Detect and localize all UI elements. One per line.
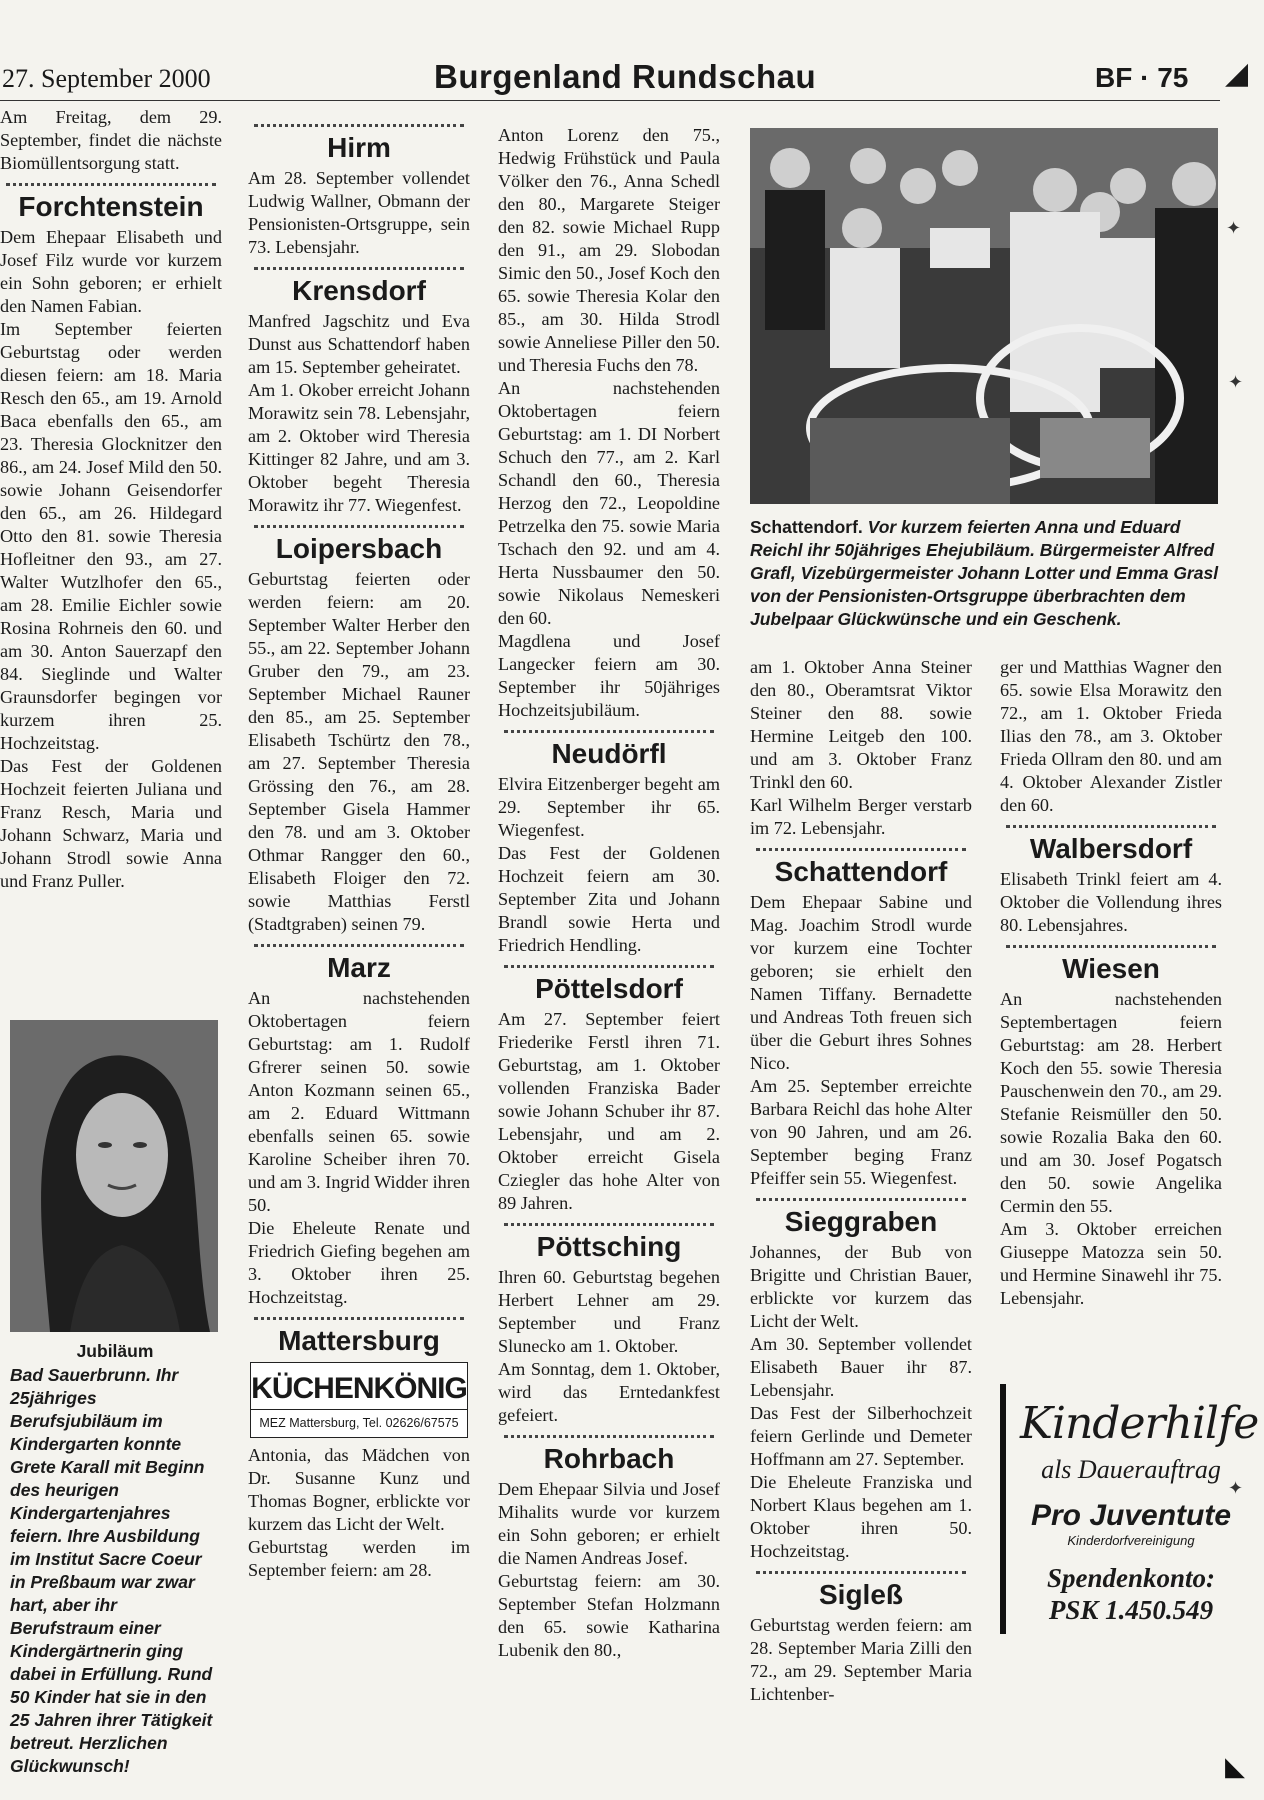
- dotted-divider: [756, 1198, 966, 1201]
- column-2: [248, 124, 470, 1582]
- article-text: Am 3. Oktober erreichen Giuseppe Matozza sein 50. und Hermine Sinawehl ihr 75. Lebensjahr.: [1000, 1219, 1222, 1308]
- column-3: [498, 124, 720, 1662]
- kuechenkoenig-ad: [250, 1362, 468, 1438]
- pro-juventute-logo: Pro Juventute: [1030, 1499, 1232, 1532]
- article-text: Anton Lorenz den 75., Hedwig Frühstück und Paula Völker den 76., Anna Schedl den 80., Margarete Steiger den 82. sowie Michael Rupp den 91., am 29. Slobodan Simic den 50., Josef Koch den 65. sowie Theresia Kolar den 85., am 30. Hilda Strodl sowie Anneliese Piller den 50. und Theresia Fuchs den 78.: [498, 125, 720, 375]
- article-text: An nachstehenden Septembertagen feiern Geburtstag: am 28. Herbert Koch den 55. sowie Theresia Pauschenwein den 70., am 29. Stefanie Reismüller den 50. sowie Rozalia Baka den 60. und am 30. Josef Pogatsch den 50. sowie Angelika Cermin den 55.: [1000, 989, 1222, 1216]
- caption-text: Bad Sauerbrunn. Ihr 25jähriges Berufsjubiläum im Kindergarten konnte Grete Karall mit Beginn des heurigen Kindergartenjahres feiern. Ihre Ausbildung im Institut Sacre Coeur in Preßbaum war zwar hart, aber ihr Berufstraum einer Kindergärtnerin ging dabei in Erfüllung. Rund 50 Kinder hat sie in den 25 Jahren ihrer Tätigkeit betreut. Herzlichen Glückwunsch!: [10, 1365, 213, 1776]
- article-text: Am Freitag, dem 29. September, findet die nächste Biomüllentsorgung statt.: [0, 107, 222, 173]
- section-title-walbersdorf: Walbersdorf: [1029, 833, 1193, 864]
- dotted-divider: [254, 525, 464, 528]
- article-text: Die Eheleute Renate und Friedrich Giefing begehen am 3. Oktober ihren 25. Hochzeitstag.: [248, 1218, 470, 1307]
- article-text: Karl Wilhelm Berger verstarb im 72. Lebensjahr.: [750, 795, 972, 838]
- group-photo-illustration: [750, 128, 1218, 504]
- section-title-krensdorf: Krensdorf: [292, 275, 426, 306]
- article-text: Geburtstag feiern: am 30. September Stefan Holzmann den 65. sowie Katharina Lubenik den 80.,: [498, 1571, 720, 1660]
- article-text: Geburtstag werden im September feiern: am 28.: [248, 1537, 470, 1580]
- section-title-poettsching: Pöttsching: [536, 1231, 682, 1262]
- article-text: Dem Ehepaar Elisabeth und Josef Filz wurde vor kurzem ein Sohn geboren; er erhielt den Namen Fabian.: [0, 227, 222, 316]
- dotted-divider: [504, 1223, 714, 1226]
- ad-line: als Dauerauftrag: [1041, 1455, 1221, 1484]
- caption-text: Vor kurzem feierten Anna und Eduard Reichl ihr 50jähriges Ehejubiläum. Bürgermeister Alfred Grafl, Vizebürgermeister Johann Lotter und Emma Grasl von der Pensionisten-Ortsgruppe überbrachten dem Jubelpaar Glückwünsche und ein Geschenk.: [750, 517, 1219, 629]
- column-4: [750, 656, 972, 1706]
- article-text: Magdlena und Josef Langecker feiern am 30. September ihr 50jähriges Hochzeitsjubiläum.: [498, 631, 720, 720]
- section-title-sieggraben: Sieggraben: [784, 1206, 938, 1237]
- dotted-divider: [6, 183, 216, 186]
- ad-script-logo: Kinderhilfe: [1020, 1398, 1259, 1449]
- margin-mark-icon: ✦: [1228, 372, 1244, 393]
- article-text: Das Fest der Silberhochzeit feiern Gerlinde und Demeter Hoffmann am 27. September.: [750, 1403, 972, 1469]
- page-header: [0, 56, 1220, 101]
- article-text: Am 27. September feiert Friederike Ferstl ihren 71. Geburtstag, am 1. Oktober vollenden Franziska Bader sowie Johann Schuber ihr 87. Lebensjahr, und am 2. Oktober erreicht Gisela Cziegler das hohe Alter von 89 Jahren.: [498, 1009, 720, 1213]
- article-text: Am 28. September vollendet Ludwig Wallner, Obmann der Pensionisten-Ortsgruppe, sein 73. Lebensjahr.: [248, 168, 470, 257]
- ad-account-label: Spendenkonto:: [1046, 1563, 1216, 1593]
- corner-mark-icon: ◣: [1225, 1752, 1245, 1782]
- article-text: Das Fest der Goldenen Hochzeit feierten Juliana und Franz Resch, Maria und Johann Schwarz, Maria und Johann Strodl sowie Anna und Franz Puller.: [0, 756, 222, 891]
- section-title-loipersbach: Loipersbach: [275, 533, 443, 564]
- caption-title: Jubiläum: [76, 1341, 154, 1361]
- article-text: An nachstehenden Oktobertagen feiern Geburtstag: am 1. Rudolf Gfrerer seinen 50. sowie Anton Kozmann seinen 65., am 2. Eduard Wittmann ebenfalls seinen 65. sowie Karoline Scheiber ihren 70. und am 3. Ingrid Widder ihren 50.: [248, 988, 470, 1215]
- dotted-divider: [254, 267, 464, 270]
- section-title-poettelsdorf: Pöttelsdorf: [535, 973, 683, 1004]
- ad-brand-name: KÜCHENKÖNIG: [251, 1372, 467, 1405]
- section-title-mattersburg: Mattersburg: [278, 1325, 440, 1356]
- dotted-divider: [756, 848, 966, 851]
- article-text: Am 25. September erreichte Barbara Reichl das hohe Alter von 90 Jahren, und am 26. September beging Franz Pfeiffer sein 55. Wiegenfest.: [750, 1076, 972, 1188]
- article-text: am 1. Oktober Anna Steiner den 80., Oberamtsrat Viktor Steiner den 88. sowie Hermine Leitgeb den 100. und am 3. Oktober Franz Trinkl den 60.: [750, 657, 972, 792]
- dotted-divider: [254, 944, 464, 947]
- group-photo: [750, 128, 1218, 504]
- article-text: Johannes, der Bub von Brigitte und Christian Bauer, erblickte vor kurzem das Licht der Welt.: [750, 1242, 972, 1331]
- article-text: ger und Matthias Wagner den 65. sowie Elsa Morawitz den 72., am 1. Oktober Frieda Ilias den 78., am 3. Oktober Frieda Ollram den 80. und am 4. Oktober Alexander Zistler den 60.: [1000, 657, 1222, 815]
- article-text: Am Sonntag, dem 1. Oktober, wird das Erntedankfest gefeiert.: [498, 1359, 720, 1425]
- section-title-marz: Marz: [327, 952, 391, 983]
- dotted-divider: [1006, 945, 1216, 948]
- article-text: Am 1. Okober erreicht Johann Morawitz sein 78. Lebensjahr, am 2. Oktober wird Theresia Kittinger 82 Jahre, und am 3. Oktober begeht Theresia Morawitz ihr 77. Wiegenfest.: [248, 380, 470, 515]
- section-title-wiesen: Wiesen: [1062, 953, 1160, 984]
- dotted-divider: [504, 730, 714, 733]
- article-text: An nachstehenden Oktobertagen feiern Geburtstag: am 1. DI Norbert Schuch den 77., am 2. Karl Schandl den 60., Theresia Herzog den 72., Leopoldine Petrzelka den 75. sowie Maria Tschach den 92. und am 4. Herta Nussbaumer den 50. sowie Nikolaus Nemeskeri den 60.: [498, 378, 720, 628]
- dotted-divider: [504, 1435, 714, 1438]
- dotted-divider: [756, 1571, 966, 1574]
- ad-address: MEZ Mattersburg, Tel. 02626/67575: [251, 1409, 467, 1437]
- ad-org-subtitle: Kinderdorfvereinigung: [1067, 1533, 1195, 1548]
- article-text: Das Fest der Goldenen Hochzeit feiern am 30. September Zita und Johann Brandl sowie Herta und Friedrich Hendling.: [498, 843, 720, 955]
- article-text: Am 30. September vollendet Elisabeth Bauer ihr 87. Lebensjahr.: [750, 1334, 972, 1400]
- group-photo-caption: [750, 516, 1222, 631]
- portrait-caption-text: [10, 1364, 220, 1778]
- dotted-divider: [1006, 825, 1216, 828]
- article-text: Ihren 60. Geburtstag begehen Herbert Lehner am 29. September und Franz Slunecko am 1. Oktober.: [498, 1267, 720, 1356]
- margin-mark-icon: ✦: [1228, 1478, 1244, 1499]
- section-title-forchtenstein: Forchtenstein: [18, 191, 204, 222]
- ad-account-number: PSK 1.450.549: [1048, 1595, 1214, 1625]
- article-text: Dem Ehepaar Silvia und Josef Mihalits wurde vor kurzem ein Sohn geboren; er erhielt die Namen Andreas Josef.: [498, 1479, 720, 1568]
- section-title-hirm: Hirm: [327, 132, 391, 163]
- section-title-rohrbach: Rohrbach: [543, 1443, 675, 1474]
- article-text: Antonia, das Mädchen von Dr. Susanne Kunz und Thomas Bogner, erblickte vor kurzem das Licht der Welt.: [248, 1445, 470, 1534]
- article-text: Im September feierten Geburtstag oder werden diesen feiern: am 18. Maria Resch den 65., am 19. Arnold Baca ebenfalls den 65., am 23. Theresia Glocknitzer den 86., am 24. Josef Mild den 50. sowie Johann Geisendorfer den 65., am 26. Hildegard Otto den 81. sowie Theresia Hofleitner den 93., am 27. Walter Wutzlhofer den 65., am 28. Emilie Eichler sowie Rosina Rohrneis den 60. und am 30. Anton Sauerzapf den 84. Sieglinde und Walter Graunsdorfer begingen vor kurzem ihren 25. Hochzeitstag.: [0, 319, 222, 753]
- kinderhilfe-ad: [1000, 1384, 1259, 1634]
- column-1: [0, 106, 222, 893]
- caption-place: Schattendorf.: [750, 517, 863, 537]
- column-5: [1000, 656, 1222, 1310]
- corner-arrow-icon: ◢: [1225, 56, 1249, 91]
- portrait-photo: [10, 1020, 218, 1332]
- section-title-neudoerfl: Neudörfl: [551, 738, 667, 769]
- margin-mark-icon: ✦: [1226, 218, 1242, 239]
- article-text: Geburtstag werden feiern: am 28. September Maria Zilli den 72., am 29. September Maria Lichtenber-: [750, 1615, 972, 1704]
- section-title-schattendorf: Schattendorf: [774, 856, 948, 887]
- article-text: Elvira Eitzenberger begeht am 29. September ihr 65. Wiegenfest.: [498, 774, 720, 840]
- issue-date: 27. September 2000: [2, 64, 211, 93]
- portrait-caption: [10, 1340, 220, 1363]
- article-text: Manfred Jagschitz und Eva Dunst aus Schattendorf haben am 15. September geheiratet.: [248, 311, 470, 377]
- page-number: BF · 75: [1095, 62, 1189, 93]
- dotted-divider: [254, 1317, 464, 1320]
- portrait-illustration: [10, 1020, 218, 1332]
- dotted-divider: [254, 124, 464, 127]
- article-text: Elisabeth Trinkl feiert am 4. Oktober die Vollendung ihres 80. Lebensjahres.: [1000, 869, 1222, 935]
- newspaper-title: Burgenland Rundschau: [434, 58, 817, 95]
- article-text: Geburtstag feierten oder werden feiern: am 20. September Walter Herber den 55., am 22. September Johann Gruber den 79., am 23. September Michael Rauner den 85., am 25. September Elisabeth Tschürtz den 78., am 27. September Theresia Grössing den 76., am 28. September Gisela Hammer den 78. und am 3. Oktober Othmar Rangger den 60., Elisabeth Floiger den 72. sowie Matthias Ferstl (Stadtgraben) seinen 79.: [248, 569, 470, 934]
- dotted-divider: [504, 965, 714, 968]
- article-text: Die Eheleute Franziska und Norbert Klaus begehen am 1. Oktober ihren 50. Hochzeitstag.: [750, 1472, 972, 1561]
- article-text: Dem Ehepaar Sabine und Mag. Joachim Strodl wurde vor kurzem eine Tochter geboren; sie erhielt den Namen Tiffany. Bernadette und Andreas Toth freuen sich über die Geburt ihres Sohnes Nico.: [750, 892, 972, 1073]
- section-title-sigless: Sigleß: [818, 1579, 903, 1610]
